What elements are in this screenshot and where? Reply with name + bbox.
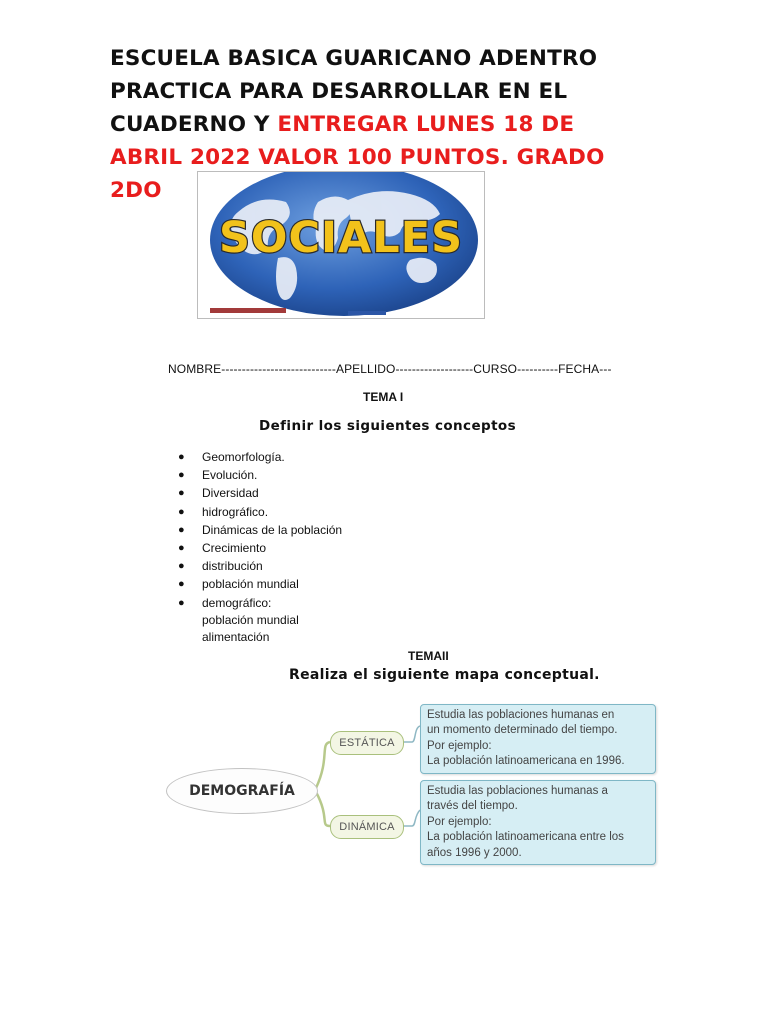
concept-map-note-estatica xyxy=(420,704,656,774)
concept-map xyxy=(160,698,664,872)
bullet-icon: ● xyxy=(178,578,185,591)
tema-2-label: TEMAII xyxy=(408,649,449,663)
concept-map-branch-dinamica: DINÁMICA xyxy=(330,815,404,839)
concept-sub-item: población mundial xyxy=(202,612,299,627)
bullet-icon: ● xyxy=(178,596,185,609)
list-item xyxy=(176,575,342,593)
note-line: Por ejemplo: xyxy=(427,739,492,752)
bullet-icon: ● xyxy=(178,542,185,555)
note-line: través del tiempo. xyxy=(427,800,518,813)
concept-label: hidrográfico. xyxy=(202,504,269,519)
note-line: Estudia las poblaciones humanas a xyxy=(427,785,608,797)
bullet-icon: ● xyxy=(178,487,185,500)
list-item xyxy=(176,503,342,521)
concept-list xyxy=(176,448,342,646)
note-line: Por ejemplo: xyxy=(427,815,492,828)
bullet-icon: ● xyxy=(178,560,185,573)
tema-1-label: TEMA I xyxy=(363,390,404,404)
list-item xyxy=(176,557,342,575)
sociales-logo xyxy=(197,171,485,319)
bullet-icon: ● xyxy=(178,523,185,536)
header-notebook-text: CUADERNO Y xyxy=(110,112,278,137)
concept-label: distribución xyxy=(202,559,263,574)
list-item xyxy=(176,484,342,502)
concept-label: población mundial xyxy=(202,577,299,592)
header-line-practice: PRACTICA PARA DESARROLLAR EN EL xyxy=(110,79,568,104)
list-item xyxy=(176,448,342,466)
student-info-line: NOMBRE----------------------------APELLIDO-------------------CURSO----------FECHA--- xyxy=(168,362,612,376)
globe-icon xyxy=(198,172,484,318)
list-item xyxy=(176,594,342,646)
concept-label: Dinámicas de la población xyxy=(202,522,343,537)
concept-map-note-dinamica xyxy=(420,780,656,865)
header-deadline-text: ENTREGAR LUNES 18 DE xyxy=(277,112,575,137)
note-line: La población latinoamericana entre los xyxy=(427,831,624,844)
tema-2-heading: Realiza el siguiente mapa conceptual. xyxy=(289,667,600,683)
bullet-icon: ● xyxy=(178,451,185,463)
list-item xyxy=(176,539,342,557)
concept-label: Diversidad xyxy=(202,486,259,501)
note-line: años 1996 y 2000. xyxy=(427,846,522,859)
tema-1-heading: Definir los siguientes conceptos xyxy=(259,418,517,434)
concept-label: demográfico: xyxy=(202,595,272,610)
note-line: un momento determinado del tiempo. xyxy=(427,724,618,737)
header-line-school: ESCUELA BASICA GUARICANO ADENTRO xyxy=(110,46,598,71)
concept-label: Evolución. xyxy=(202,468,258,483)
concept-map-center: DEMOGRAFÍA xyxy=(166,768,318,814)
concept-sub-item: alimentación xyxy=(202,629,270,644)
header-line-grade: 2DO xyxy=(110,178,162,203)
header-line-value: ABRIL 2022 VALOR 100 PUNTOS. GRADO xyxy=(110,145,605,170)
header-line-deadline xyxy=(110,108,670,141)
list-item xyxy=(176,521,342,539)
concept-label: Crecimiento xyxy=(202,541,267,556)
concept-map-branch-estatica: ESTÁTICA xyxy=(330,731,404,755)
note-line: Estudia las poblaciones humanas en xyxy=(427,709,615,721)
logo-text: SOCIALES xyxy=(218,213,464,263)
bullet-icon: ● xyxy=(178,505,185,518)
note-line: La población latinoamericana en 1996. xyxy=(427,755,625,768)
bullet-icon: ● xyxy=(178,469,185,482)
concept-label: Geomorfología. xyxy=(202,450,285,464)
list-item xyxy=(176,466,342,484)
